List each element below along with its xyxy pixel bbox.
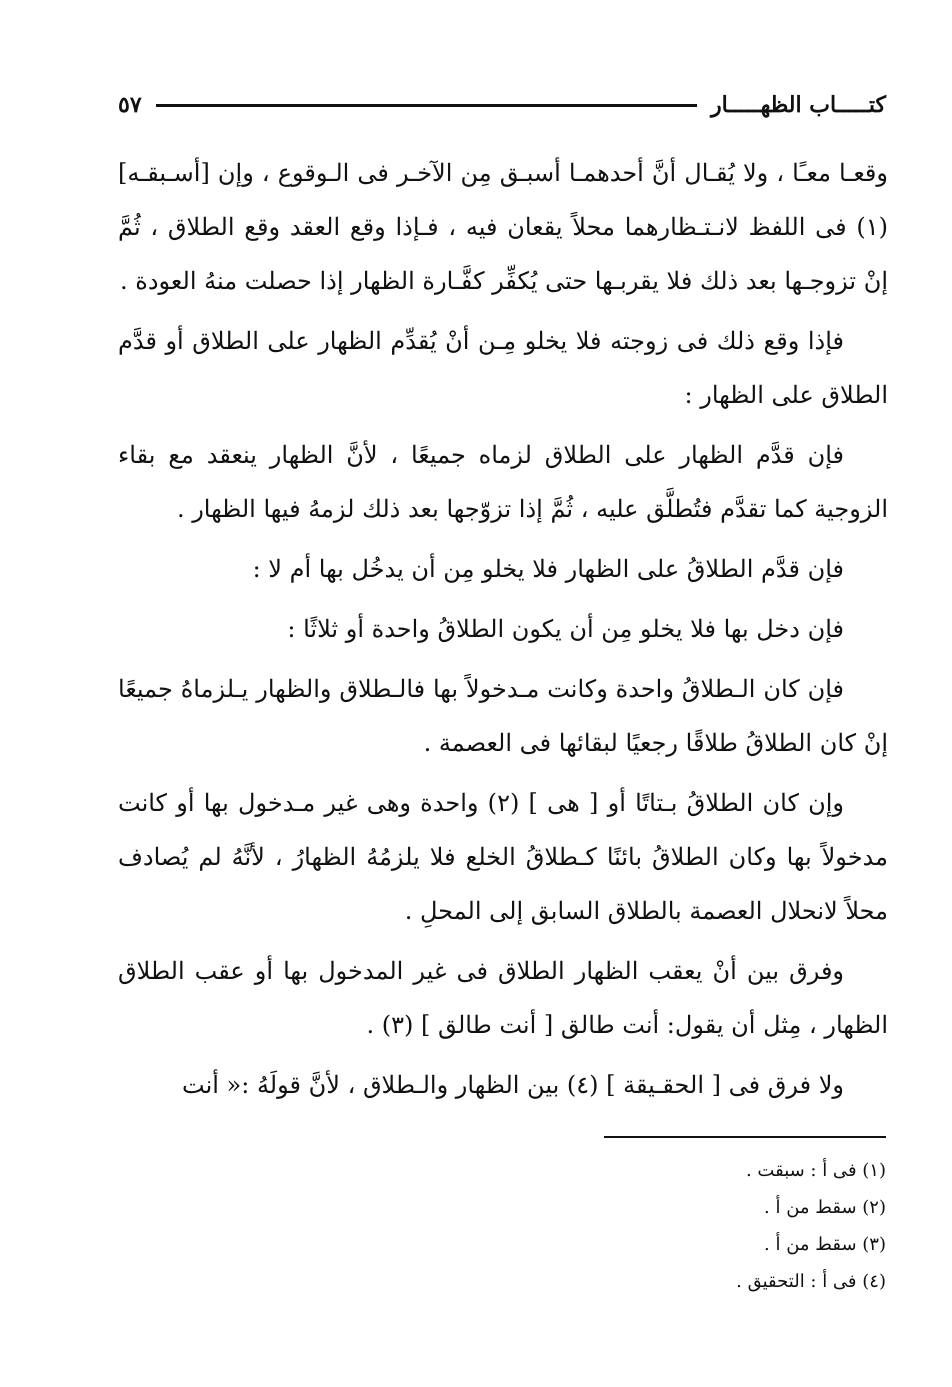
paragraph: فإذا وقع ذلك فى زوجته فلا يخلو مِـن أنْ يُقدِّم الظهار على الطلاق أو قدَّم الطلاق على الظهار : (118, 327, 888, 409)
paragraph: وإن كان الطلاقُ بـتاتًا أو [ هى ] (٢) واحدة وهى غير مـدخول بها أو كانت مدخولاً بها وكان الطلاقُ بائنًا كـطلاقُ الخلع فلا يلزمُهُ الظهارُ ، لأنَّهُ لم يُصادف محلاً لانحلال العصمة بالطلاق السابق إلى المحلِ . (118, 789, 888, 925)
footnote-rule (604, 1136, 886, 1138)
footnote: (٢) سقط من أ . (764, 1197, 886, 1218)
paragraph: فإن قدَّم الظهار على الطلاق لزماه جميعًا ، لأنَّ الظهار ينعقد مع بقاء الزوجية كما تقدَّم فتُطلَّق عليه ، ثُمَّ إذا تزوّجها بعد ذلك لزمهُ فيها الظهار . (118, 441, 888, 523)
running-header (118, 88, 886, 122)
paragraph: فإن قدَّم الطلاقُ على الظهار فلا يخلو مِن أن يدخُل بها أم لا : (252, 555, 844, 583)
body-text (118, 146, 888, 1118)
paragraph: فإن دخل بها فلا يخلو مِن أن يكون الطلاقُ واحدة أو ثلاثًا : (287, 615, 844, 643)
paragraph: وقعـا معـًا ، ولا يُقـال أنَّ أحدهمـا أسبـق مِن الآخـر فى الـوقوع ، وإن [أسـبقـه](١) فى اللفظ لانـتـظارهما محلاً يقعان فيه ، فـإذا وقع العقد وقع الطلاق ، ثُمَّ إنْ تزوجـها بعد ذلك فلا يقربـها حتى يُكفِّر كفَّـارة الظهار إذا حصلت منهُ العودة . (118, 159, 888, 295)
footnote: (٤) فى أ : التحقيق . (736, 1271, 886, 1292)
running-title: كتـــــاب الظهـــــار (711, 92, 886, 118)
paragraph: ولا فرق فى [ الحقـيقة ] (٤) بين الظهار والـطلاق ، لأنَّ قولَهُ :« أنت (182, 1071, 844, 1099)
paragraph: فإن كان الـطلاقُ واحدة وكانت مـدخولاً بها فالـطلاق والظهار يـلزماهُ جميعًا إنْ كان الطلاقُ طلاقًا رجعيًا لبقائها فى العصمة . (118, 675, 888, 757)
paragraph: وفرق بين أنْ يعقب الظهار الطلاق فى غير المدخول بها أو عقب الطلاق الظهار ، مِثل أن يقول: أنت طالق [ أنت طالق ] (٣) . (118, 957, 888, 1039)
footnote: (١) فى أ : سبقت . (745, 1160, 886, 1181)
footnote: (٣) سقط من أ . (764, 1234, 886, 1255)
footnotes (560, 1152, 886, 1300)
header-rule (156, 104, 697, 107)
page-number: ٥٧ (118, 92, 142, 118)
